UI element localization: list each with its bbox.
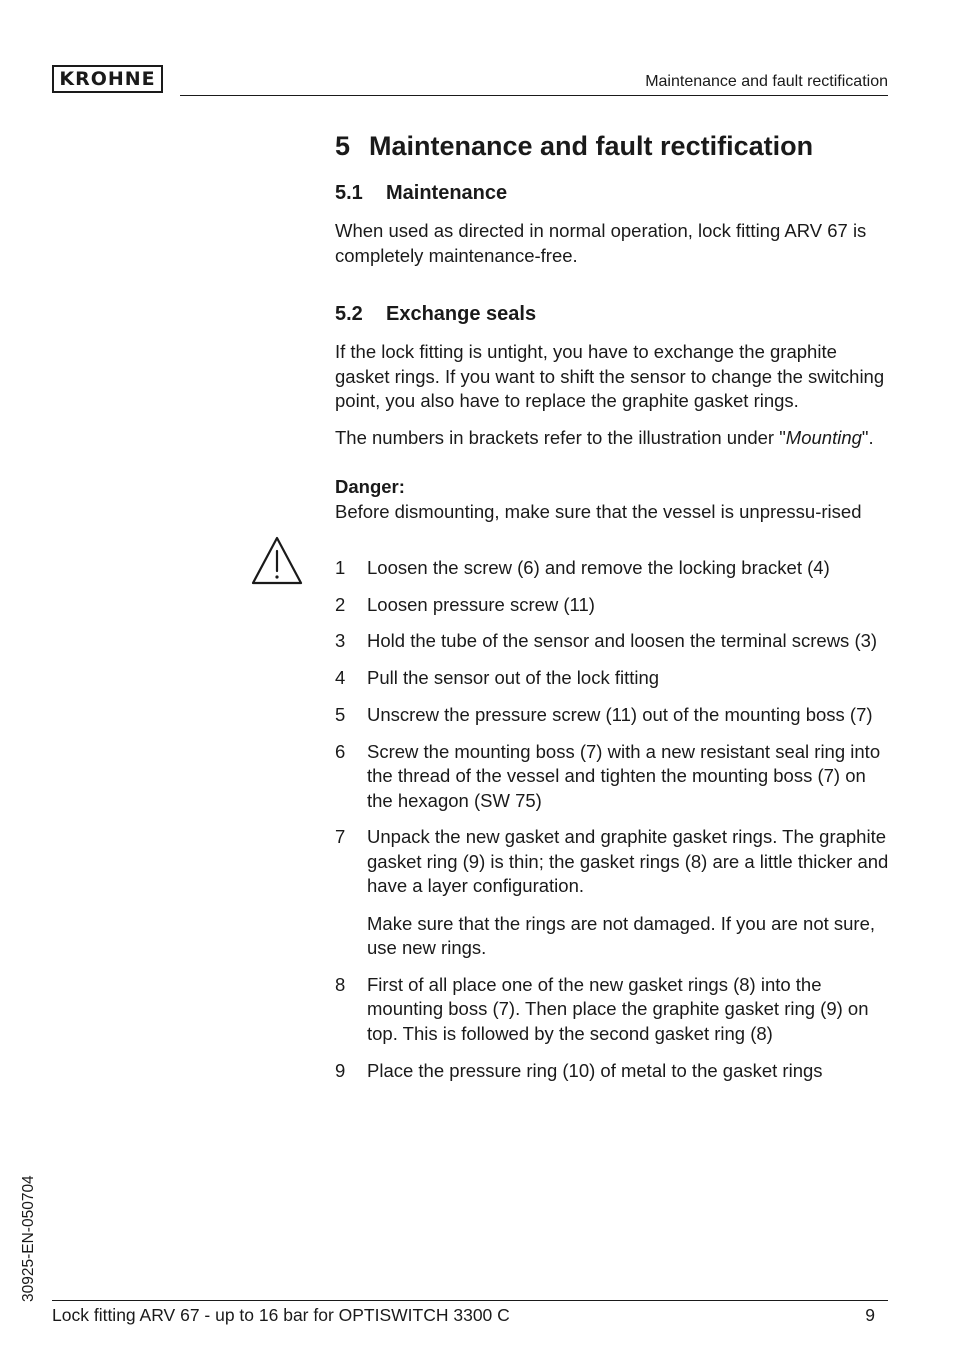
footer-title: Lock fitting ARV 67 - up to 16 bar for OPTISWITCH 3300 C xyxy=(52,1305,510,1325)
step-number: 4 xyxy=(335,666,346,688)
danger-notice xyxy=(335,475,891,524)
exchange-seals-paragraph-2 xyxy=(335,426,891,451)
step-text: Hold the tube of the sensor and loosen the terminal screws (3) xyxy=(367,630,878,651)
step-text: Unpack the new gasket and graphite gasket rings. The graphite gasket ring (9) is thin; the gasket rings (8) are a little thicker and have a layer configuration. xyxy=(367,826,889,896)
chapter-heading xyxy=(335,128,891,164)
step-number: 8 xyxy=(335,973,346,995)
step-number: 6 xyxy=(335,740,346,762)
steps-list xyxy=(335,556,891,1084)
list-item xyxy=(335,629,891,654)
step-number: 9 xyxy=(335,1060,346,1081)
section-number: 5.1 xyxy=(335,182,363,204)
section-number: 5.2 xyxy=(335,303,363,325)
step-text: Unscrew the pressure screw (11) out of the mounting boss (7) xyxy=(367,704,873,725)
section-heading-exchange-seals xyxy=(335,300,891,328)
danger-text: Before dismounting, make sure that the vessel is unpressu-rised xyxy=(335,500,862,522)
step-text: Loosen the screw (6) and remove the locking bracket (4) xyxy=(367,557,830,578)
step-text: First of all place one of the new gasket rings (8) into the mounting boss (7). Then place the graphite gasket ring (9) on top. This is followed by the second gasket ring (8) xyxy=(367,973,869,1044)
step-note: Make sure that the rings are not damaged. If you are not sure, use new rings. xyxy=(367,912,876,958)
step-number: 2 xyxy=(335,593,346,615)
running-header: Maintenance and fault rectification xyxy=(645,73,888,90)
page-number: 9 xyxy=(865,1305,875,1325)
section-heading-maintenance xyxy=(335,179,891,207)
step-text: Place the pressure ring (10) of metal to the gasket rings xyxy=(367,1060,823,1081)
paragraph-text: The numbers in brackets refer to the illustration under " xyxy=(335,426,786,448)
header-divider xyxy=(180,95,888,96)
list-item xyxy=(335,556,891,581)
list-item xyxy=(335,666,891,691)
section-title: Maintenance xyxy=(386,182,508,204)
krohne-logo: KROHNE xyxy=(52,65,163,93)
list-item xyxy=(335,1059,891,1084)
section-title: Exchange seals xyxy=(386,303,537,325)
paragraph-text: ". xyxy=(861,426,874,448)
step-number: 7 xyxy=(335,826,346,847)
list-item xyxy=(335,740,891,814)
step-text: Loosen pressure screw (11) xyxy=(367,593,595,615)
danger-label: Danger: xyxy=(335,476,405,497)
document-id: 30925-EN-050704 xyxy=(20,1175,37,1302)
chapter-number: 5 xyxy=(335,131,351,161)
warning-triangle-icon xyxy=(250,535,304,585)
list-item xyxy=(335,593,891,618)
mounting-reference: Mounting xyxy=(785,426,862,448)
step-number: 5 xyxy=(335,704,346,725)
step-text: Screw the mounting boss (7) with a new resistant seal ring into the thread of the vessel and tighten the mounting boss (7) on the hexagon (SW 75) xyxy=(367,740,881,811)
list-item xyxy=(335,825,891,961)
list-item xyxy=(335,973,891,1047)
maintenance-text: When used as directed in normal operation, lock fitting ARV 67 is completely maintenance-free. xyxy=(335,220,867,266)
step-number: 3 xyxy=(335,630,346,651)
step-text: Pull the sensor out of the lock fitting xyxy=(367,666,660,688)
list-item xyxy=(335,703,891,728)
step-number: 1 xyxy=(335,557,346,578)
footer-divider xyxy=(52,1300,888,1301)
chapter-title: Maintenance and fault rectification xyxy=(369,131,814,161)
main-content xyxy=(335,128,891,1084)
exchange-seals-paragraph-1: If the lock fitting is untight, you have to exchange the graphite gasket rings. If you want to shift the sensor to change the switching point, you also have to replace the graphite gasket rings. xyxy=(335,341,885,411)
